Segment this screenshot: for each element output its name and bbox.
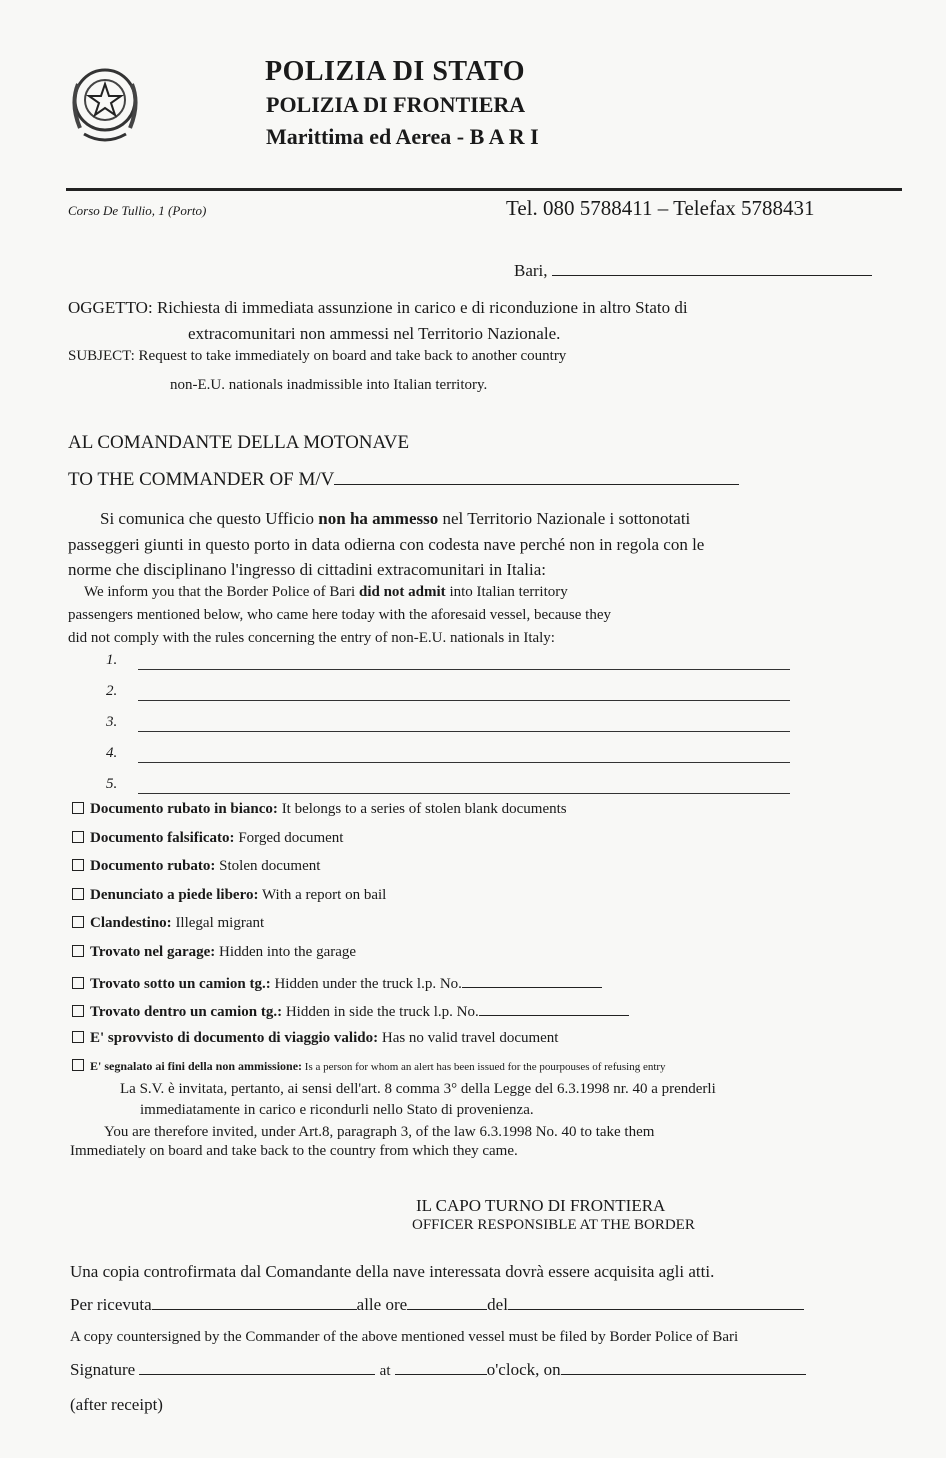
passenger-line[interactable] — [138, 669, 790, 670]
checkbox-label-it: Documento rubato: — [90, 858, 216, 875]
checkbox[interactable] — [72, 859, 84, 871]
body-it-line2: passeggeri giunti in questo porto in data odierna con codesta nave perché non in regola con le — [68, 535, 705, 554]
after-receipt: (after receipt) — [70, 1395, 163, 1414]
header-rule — [66, 188, 902, 191]
emblem-icon — [66, 54, 144, 150]
checkbox-label-it: Documento falsificato: — [90, 829, 235, 846]
officer-it: IL CAPO TURNO DI FRONTIERA — [416, 1196, 666, 1215]
checkbox-item[interactable] — [72, 1030, 558, 1047]
checkbox[interactable] — [72, 1059, 84, 1071]
checkbox-label-en: Is a person for whom an alert has been issued for the pourpouses of refusing entry — [302, 1061, 666, 1074]
checkbox-item[interactable] — [72, 830, 343, 847]
header-title: POLIZIA DI STATO — [265, 56, 526, 87]
checkbox-item[interactable] — [72, 1058, 666, 1075]
body-en-line2: passengers mentioned below, who came here today with the aforesaid vessel, because they — [68, 607, 612, 623]
passenger-number: 1. — [106, 652, 118, 668]
body-it-line1: Si comunica che questo Ufficio non ha ammesso nel Territorio Nazionale i sottonotati — [100, 509, 691, 528]
copy-en: A copy countersigned by the Commander of the above mentioned vessel must be filed by Border Police of Bari — [70, 1329, 739, 1345]
checkbox-label-en: Hidden under the truck l.p. No. — [270, 975, 462, 992]
subject-en: SUBJECT: Request to take immediately on board and take back to another country — [68, 348, 567, 364]
vessel-field[interactable]: TO THE COMMANDER OF M/V — [68, 469, 739, 491]
passenger-number: 4. — [106, 745, 118, 761]
checkbox-label-en: Forged document — [234, 829, 344, 846]
checkbox-label-en: Hidden in side the truck l.p. No. — [282, 1004, 479, 1021]
checkbox-item[interactable] — [72, 944, 356, 961]
subject-it-line2: extracomunitari non ammessi nel Territorio Nazionale. — [188, 324, 561, 343]
checkbox-item[interactable] — [72, 915, 264, 932]
checkbox-label-it: Documento rubato in bianco: — [90, 801, 278, 817]
checkbox-label-en: Has no valid travel document — [378, 1029, 559, 1046]
phone: Tel. 080 5788411 – Telefax 5788431 — [506, 196, 815, 220]
subject-en-line2: non-E.U. nationals inadmissible into Italian territory. — [170, 377, 488, 393]
checkbox-item[interactable] — [72, 1001, 629, 1021]
plate-number-blank[interactable] — [462, 973, 602, 988]
checkbox-label-it: E' segnalato ai fini della non ammissione: — [90, 1059, 303, 1074]
passenger-number: 3. — [106, 714, 118, 730]
checkbox-label-it: E' sprovvisto di documento di viaggio valido: — [90, 1029, 379, 1046]
checkbox[interactable] — [72, 1005, 84, 1017]
checkbox-label-it: Clandestino: — [90, 915, 172, 932]
passenger-line[interactable] — [138, 700, 790, 701]
header-subtitle: POLIZIA DI FRONTIERA — [266, 92, 526, 117]
checkbox[interactable] — [72, 916, 84, 928]
receipt-row-it: Per ricevuta alle ore del — [70, 1295, 804, 1315]
receipt-date-blank[interactable] — [508, 1295, 804, 1310]
checkbox-item[interactable] — [72, 858, 320, 875]
time-blank[interactable] — [395, 1360, 487, 1375]
header-office: Marittima ed Aerea - B A R I — [266, 124, 539, 149]
checkbox-label-en: Illegal migrant — [171, 915, 265, 932]
invite-en-line2: Immediately on board and take back to the country from which they came. — [70, 1143, 518, 1159]
checkbox[interactable] — [72, 802, 84, 814]
copy-it: Una copia controfirmata dal Comandante della nave interessata dovrà essere acquisita agli atti. — [70, 1262, 715, 1281]
checkbox-label-en: Hidden into the garage — [215, 944, 357, 960]
date-label: Bari, — [514, 261, 548, 280]
checkbox-label-en: It belongs to a series of stolen blank documents — [277, 801, 567, 817]
signature-blank[interactable] — [139, 1360, 375, 1375]
passenger-number: 2. — [106, 683, 118, 699]
checkbox-label-en: With a report on bail — [258, 886, 387, 903]
officer-en: OFFICER RESPONSIBLE AT THE BORDER — [412, 1217, 695, 1233]
checkbox[interactable] — [72, 888, 84, 900]
body-en-line3: did not comply with the rules concerning the entry of non-E.U. nationals in Italy: — [68, 630, 555, 646]
checkbox-item[interactable] — [72, 887, 386, 904]
checkbox[interactable] — [72, 831, 84, 843]
checkbox-item[interactable] — [72, 801, 567, 818]
checkbox-item[interactable] — [72, 973, 602, 993]
passenger-line[interactable] — [138, 731, 790, 732]
passenger-line[interactable] — [138, 762, 790, 763]
date-field[interactable] — [514, 261, 872, 281]
plate-number-blank[interactable] — [479, 1001, 629, 1016]
body-it-line3: norme che disciplinano l'ingresso di cittadini extracomunitari in Italia: — [68, 560, 546, 579]
invite-en-line1: You are therefore invited, under Art.8, paragraph 3, of the law 6.3.1998 No. 40 to take them — [104, 1124, 655, 1140]
checkbox-label-it: Trovato dentro un camion tg.: — [90, 1004, 283, 1021]
checkbox-label-it: Trovato nel garage: — [90, 944, 216, 960]
invite-it-line1: La S.V. è invitata, pertanto, ai sensi dell'art. 8 comma 3° della Legge del 6.3.1998 nr. 40 a prenderli — [120, 1081, 716, 1097]
date-blank[interactable] — [561, 1360, 806, 1375]
checkbox-label-en: Stolen document — [215, 858, 321, 875]
body-en-line1: We inform you that the Border Police of Bari did not admit into Italian territory — [84, 584, 568, 600]
checkbox-label-it: Trovato sotto un camion tg.: — [90, 975, 271, 992]
passenger-line[interactable] — [138, 793, 790, 794]
passenger-number: 5. — [106, 776, 118, 792]
checkbox[interactable] — [72, 977, 84, 989]
receipt-row-en: Signature at o'clock, on — [70, 1360, 806, 1380]
receipt-signature-blank[interactable] — [152, 1295, 357, 1310]
invite-it-line2: immediatamente in carico e ricondurli nello Stato di provenienza. — [140, 1102, 534, 1118]
checkbox-label-it: Denunciato a piede libero: — [90, 886, 259, 903]
subject-it: OGGETTO: Richiesta di immediata assunzione in carico e di riconduzione in altro Stato di — [68, 298, 688, 317]
address: Corso De Tullio, 1 (Porto) — [68, 203, 207, 218]
checkbox[interactable] — [72, 945, 84, 957]
receipt-time-blank[interactable] — [407, 1295, 487, 1310]
addressee-it: AL COMANDANTE DELLA MOTONAVE — [68, 432, 410, 453]
checkbox[interactable] — [72, 1031, 84, 1043]
